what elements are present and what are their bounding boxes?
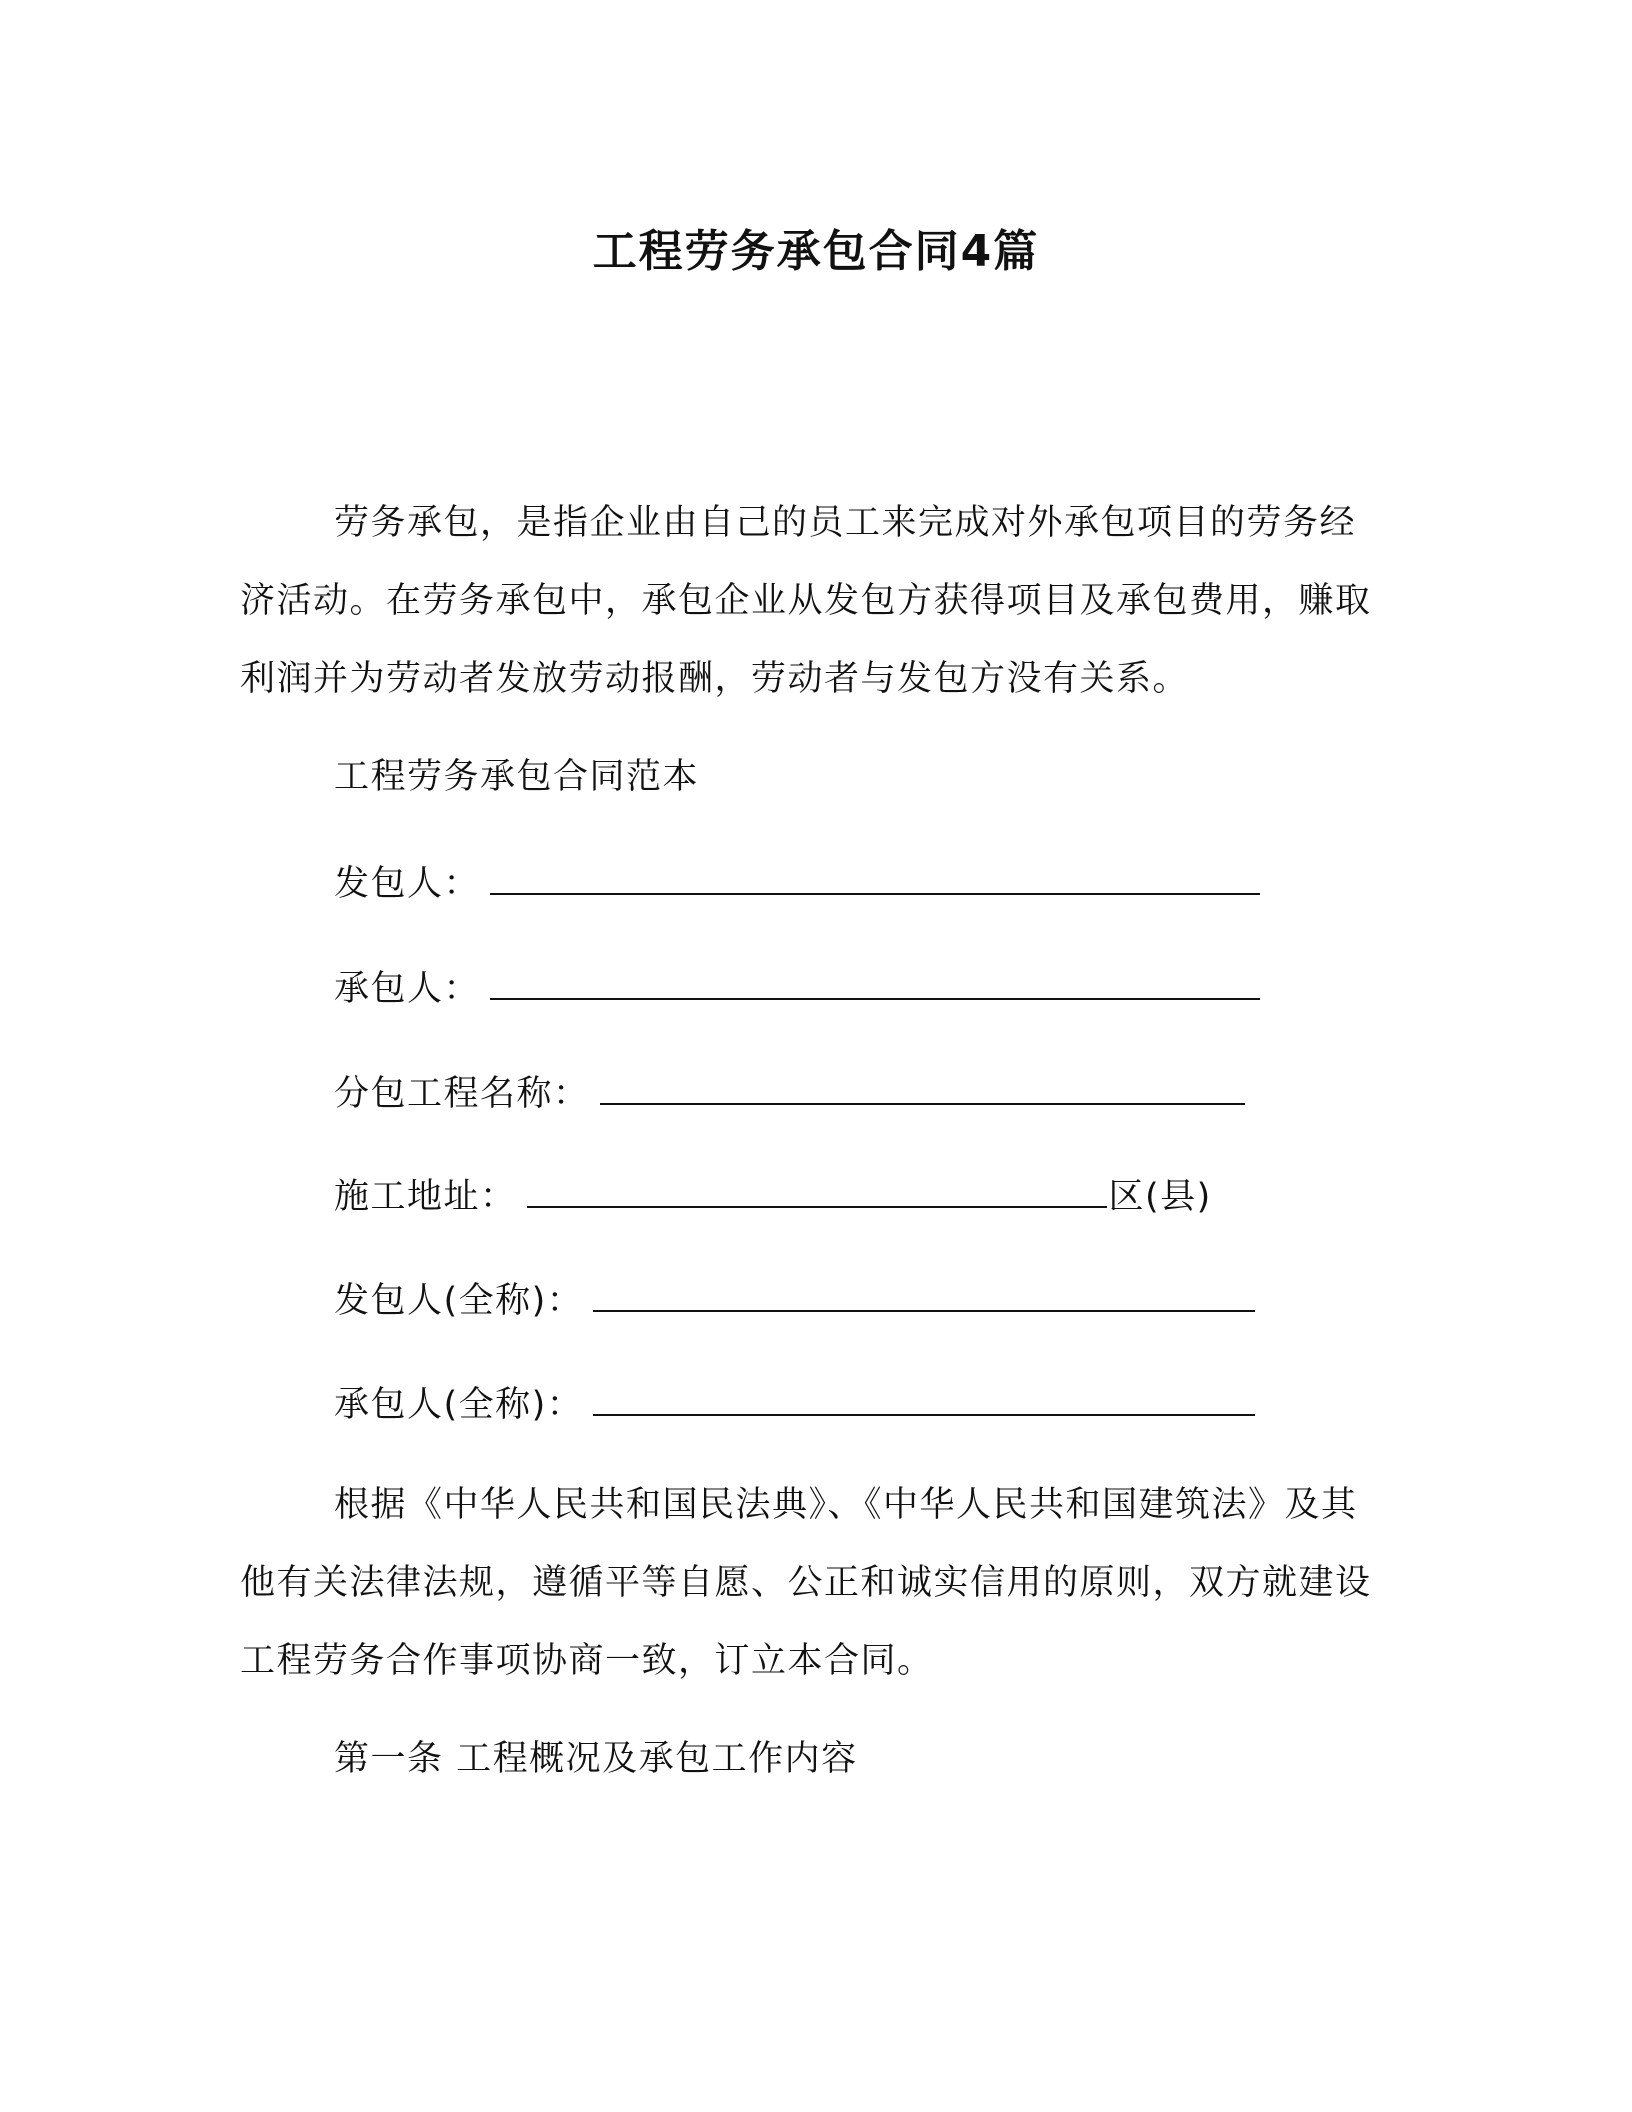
blank-underline[interactable] (490, 863, 1260, 895)
blank-underline[interactable] (490, 968, 1260, 1000)
subheading: 工程劳务承包合同范本 (334, 757, 700, 797)
field-label: 承包人： (334, 969, 481, 1009)
document-title: 工程劳务承包合同4篇 (592, 226, 1040, 277)
blank-underline[interactable] (600, 1073, 1245, 1105)
field-subcontract-name (334, 1069, 1245, 1119)
field-contractor-receiver (334, 964, 1260, 1014)
blank-underline[interactable] (527, 1176, 1107, 1208)
field-contractor-issuer (334, 859, 1260, 909)
field-label: 发包人： (334, 864, 481, 904)
field-label: 分包工程名称： (334, 1074, 590, 1114)
field-label: 承包人(全称)： (334, 1385, 584, 1425)
field-issuer-fullname (334, 1276, 1255, 1326)
intro-paragraph: 劳务承包，是指企业由自己的员工来完成对外承包项目的劳务经济活动。在劳务承包中，承包企业从发包方获得项目及承包费用，赚取利润并为劳动者发放劳动报酬，劳动者与发包方没有关系。 (240, 503, 1372, 699)
field-label: 发包人(全称)： (334, 1281, 584, 1321)
article-1-heading: 第一条 工程概况及承包工作内容 (334, 1739, 858, 1779)
field-site-address (334, 1172, 1212, 1222)
blank-underline[interactable] (593, 1280, 1255, 1312)
blank-underline[interactable] (593, 1384, 1255, 1416)
field-label: 施工地址： (334, 1177, 517, 1217)
field-receiver-fullname (334, 1380, 1255, 1430)
basis-paragraph: 根据《中华人民共和国民法典》、《中华人民共和国建筑法》及其他有关法律法规，遵循平等自愿、公正和诚实信用的原则，双方就建设工程劳务合作事项协商一致，订立本合同。 (240, 1485, 1372, 1681)
field-suffix: 区(县) (1108, 1177, 1212, 1217)
